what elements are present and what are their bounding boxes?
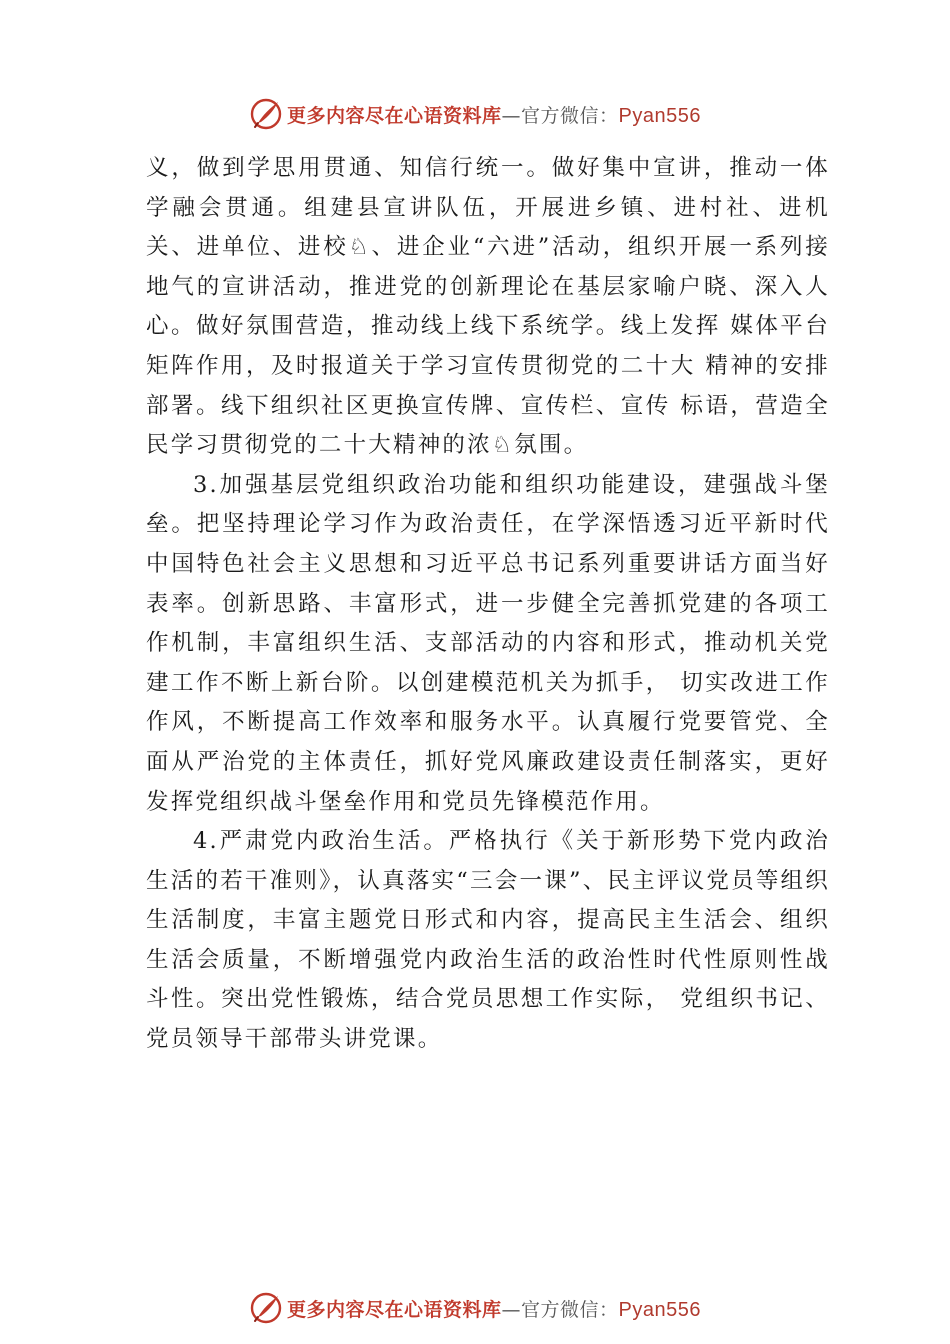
- footer-banner: [0, 1288, 950, 1328]
- quill-logo-icon: [249, 97, 283, 131]
- header-banner: [0, 94, 950, 134]
- paragraph-1: 义，做到学思用贯通、知信行统一。做好集中宣讲，推动一体学融会贯通。组建县宣讲队伍，开展进乡镇、进村社、进机关、进单位、进校♘、进企业“六进”活动，组织开展一系列接地气的宣讲活动，推进党的创新理论在基层家喻户晓、深入人心。做好氛围营造，推动线上线下系统学。线上发挥 媒体平台矩阵作用，及时报道关于学习宣传贯彻党的二十大 精神的安排部署。线下组织社区更换宣传牌、宣传栏、宣传 标语，营造全民学习贯彻党的二十大精神的浓♘氛围。: [146, 155, 830, 459]
- banner-site-name: 更多内容尽在心语资料库: [287, 104, 502, 127]
- banner-wechat-label: —官方微信：: [501, 104, 619, 127]
- banner-site-name: 更多内容尽在心语资料库: [287, 1298, 502, 1321]
- banner-text: [287, 101, 701, 128]
- paragraph-2: 3.加强基层党组织政治功能和组织功能建设，建强战斗堡垒。把坚持理论学习作为政治责任，在学深悟透习近平新时代中国特色社会主义思想和习近平总书记系列重要讲话方面当好表率。创新思路、丰富形式，进一步健全完善抓党建的各项工作机制，丰富组织生活、支部活动的内容和形式，推动机关党建工作不断上新台阶。以创建模范机关为抓手， 切实改进工作作风，不断提高工作效率和服务水平。认真履行党要管党、全面从严治党的主体责任，抓好党风廉政建设责任制落实，更好发挥党组织战斗堡垒作用和党员先锋模范作用。: [146, 471, 830, 815]
- paragraph-3: 4.严肃党内政治生活。严格执行《关于新形势下党内政治生活的若干准则》，认真落实“三会一课”、民主评议党员等组织生活制度，丰富主题党日形式和内容，提高民主生活会、组织生活会质量，不断增强党内政治生活的政治性时代性原则性战斗性。突出党性锻炼，结合党员思想工作实际， 党组织书记、党员领导干部带头讲党课。: [146, 828, 830, 1053]
- banner-text: [287, 1295, 701, 1322]
- quill-logo-icon: [249, 1291, 283, 1325]
- banner-wechat-id: Pyan556: [618, 104, 701, 127]
- banner-wechat-label: —官方微信：: [501, 1298, 619, 1321]
- document-body: [146, 149, 830, 1060]
- banner-wechat-id: Pyan556: [618, 1298, 701, 1321]
